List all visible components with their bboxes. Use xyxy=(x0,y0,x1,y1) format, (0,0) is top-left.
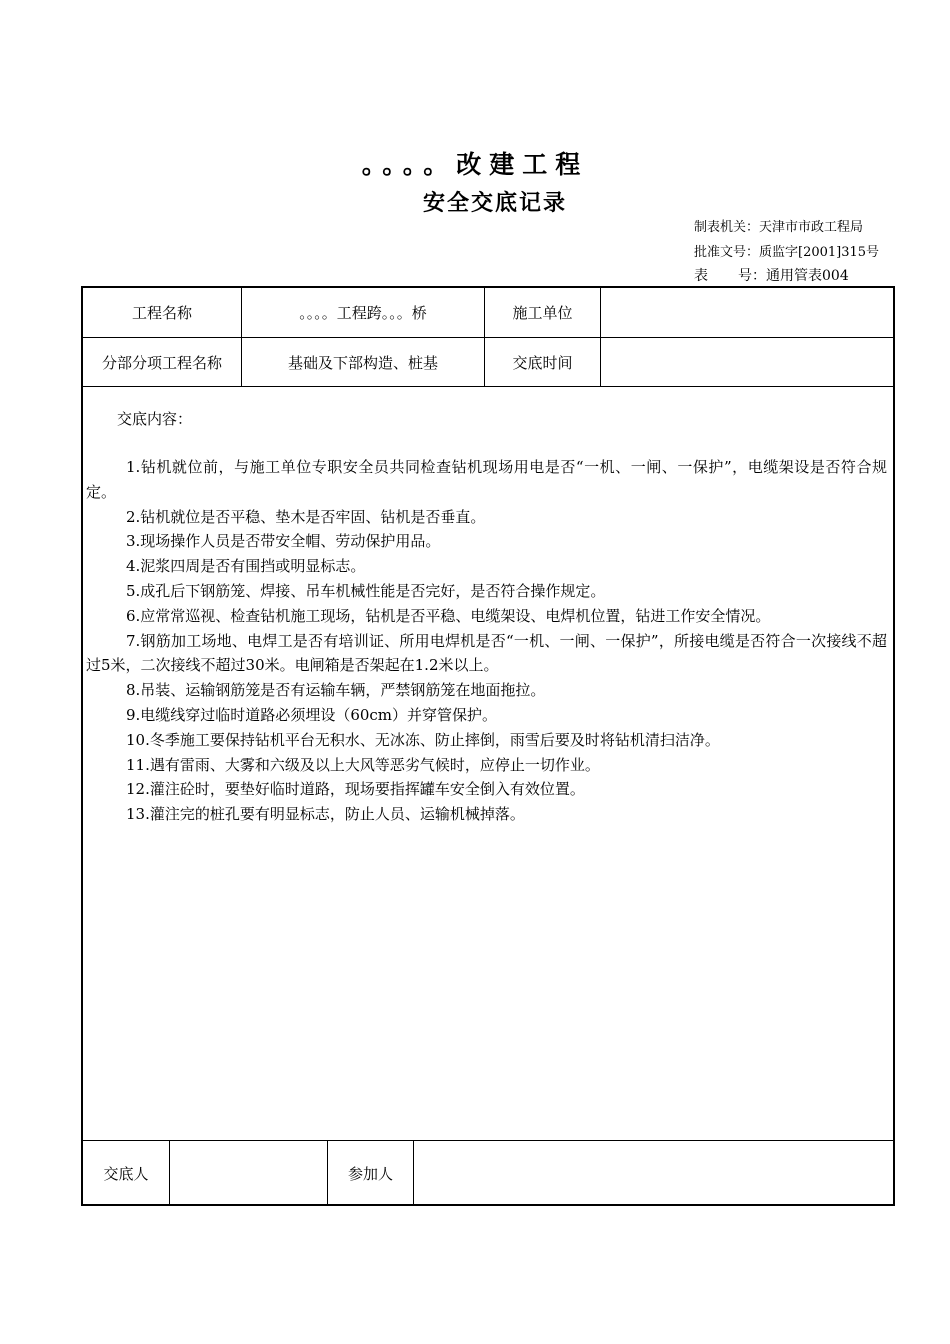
project-name-label: 工程名称 xyxy=(131,304,192,322)
briefing-items-list xyxy=(83,455,893,827)
issuing-authority: 制表机关：天津市市政工程局 xyxy=(694,220,864,235)
safety-briefing-form xyxy=(81,286,895,1206)
project-name-value: 。。。。工程跨。。。桥 xyxy=(299,304,427,322)
briefing-time-value xyxy=(601,338,893,386)
form-number-key: 表 xyxy=(694,268,708,284)
subproject-label: 分部分项工程名称 xyxy=(101,353,222,372)
briefing-item: 13.灌注完的桩孔要有明显标志，防止人员、运输机械掉落。 xyxy=(126,805,525,824)
briefing-item: 8.吊装、运输钢筋笼是否有运输车辆，严禁钢筋笼在地面拖拉。 xyxy=(126,681,546,700)
briefing-item: 7.钢筋加工场地、电焊工是否有培训证、所用电焊机是否“一机、一闸、一保护”，所接电缆是否符合一次接线不超过5米，二次接线不超过30米。电闸箱是否架起在1.2米以上。 xyxy=(86,631,887,675)
approval-number: 批准文号：质监字[2001]315号 xyxy=(694,245,880,260)
briefer-label: 交底人 xyxy=(103,1165,149,1183)
briefing-item: 11.遇有雷雨、大雾和六级及以上大风等恶劣气候时，应停止一切作业。 xyxy=(126,755,600,774)
briefing-item: 12.灌注砼时，要垫好临时道路，现场要指挥罐车安全倒入有效位置。 xyxy=(126,780,585,799)
document-title: 。。。。改建工程 xyxy=(361,150,589,179)
briefing-item: 5.成孔后下钢筋笼、焊接、吊车机械性能是否完好，是否符合操作规定。 xyxy=(126,581,606,600)
briefing-item: 1.钻机就位前，与施工单位专职安全员共同检查钻机现场用电是否“一机、一闸、一保护”，电缆架设是否符合规定。 xyxy=(86,458,887,501)
row-divider xyxy=(83,386,893,387)
form-number xyxy=(694,265,849,285)
contractor-label: 施工单位 xyxy=(512,304,573,322)
content-heading: 交底内容： xyxy=(117,410,193,428)
briefing-item: 2.钻机就位是否平稳、垫木是否牢固、钻机是否垂直。 xyxy=(126,507,486,526)
briefing-item: 3.现场操作人员是否带安全帽、劳动保护用品。 xyxy=(126,532,441,551)
briefing-item: 10.冬季施工要保持钻机平台无积水、无冰冻、防止摔倒，雨雪后要及时将钻机清扫洁净。 xyxy=(126,730,720,749)
contractor-value xyxy=(601,288,893,337)
form-number-value: 号：通用管表004 xyxy=(738,268,849,284)
briefing-item: 6.应常常巡视、检查钻机施工现场，钻机是否平稳、电缆架设、电焊机位置，钻进工作安全情况。 xyxy=(126,606,771,625)
participants-value xyxy=(414,1141,893,1206)
participants-label: 参加人 xyxy=(347,1165,393,1183)
briefing-item: 9.电缆线穿过临时道路必须埋设（60cm）并穿管保护。 xyxy=(126,705,498,724)
briefing-item: 4.泥浆四周是否有围挡或明显标志。 xyxy=(126,557,366,576)
document-subtitle: 安全交底记录 xyxy=(422,191,567,216)
briefer-value xyxy=(170,1141,327,1206)
subproject-value: 基础及下部构造、桩基 xyxy=(287,353,438,372)
briefing-time-label: 交底时间 xyxy=(512,353,573,372)
